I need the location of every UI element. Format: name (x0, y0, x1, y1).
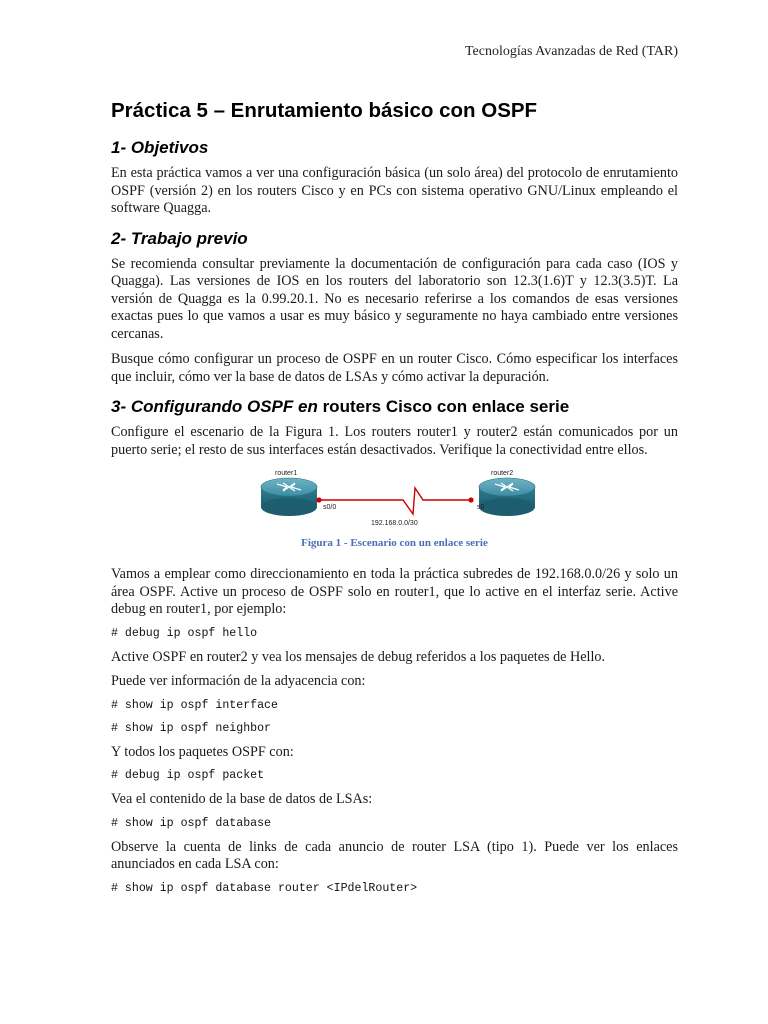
figure-caption: Figura 1 - Escenario con un enlace serie (301, 537, 488, 549)
command-show-neighbor: # show ip ospf neighbor (111, 721, 272, 735)
router2-label: router2 (491, 470, 514, 477)
section-3-paragraph-adjacency: Puede ver información de la adyacencia con: (111, 673, 366, 689)
serial-link (319, 488, 471, 514)
network-label: 192.168.0.0/30 (371, 520, 418, 527)
section-3-heading (111, 397, 678, 417)
command-show-database: # show ip ospf database (111, 816, 272, 830)
section-3-paragraph-addressing: Vamos a emplear como direccionamiento en toda la práctica subredes de 192.168.0.0/26 y solo un área OSPF. Active un proceso de OSPF solo en router1, que lo active en el interfaz serie. Active debug en router1, por ejemplo: (111, 566, 678, 617)
section-2-paragraph-1: Se recomienda consultar previamente la documentación de configuración para cada caso (IOS y Quagga). Las versiones de IOS en los routers del laboratorio son 12.3(1.6)T y 12.3(3.5)T. La versión de Quagga es la 0.99.20.1. No es necesario referirse a los comandos de esas versiones exactas pues lo que vamos a usar es muy básico y seguramente no haya cambiado entre versiones cercanas. (111, 255, 678, 342)
command-debug-hello: # debug ip ospf hello (111, 626, 258, 640)
command-show-interface: # show ip ospf interface (111, 698, 278, 712)
section-3-paragraph-packets: Y todos los paquetes OSPF con: (111, 743, 294, 760)
section-2-heading-text: 2- Trabajo previo (111, 228, 248, 248)
router1-label: router1 (275, 470, 298, 477)
section-1-heading-text: 1- Objetivos (111, 138, 209, 157)
command-debug-packet: # debug ip ospf packet (111, 769, 265, 782)
document-body (111, 138, 678, 904)
section-3-paragraph-router2: Active OSPF en router2 y vea los mensajes de debug referidos a los paquetes de Hello. (111, 648, 606, 665)
router1-icon (261, 478, 317, 516)
section-2-heading (111, 229, 678, 249)
router2-port-label: s0 (477, 504, 485, 511)
page-title: Práctica 5 – Enrutamiento básico con OSPF (111, 99, 538, 122)
router1-port-label: s0/0 (323, 504, 337, 511)
section-3-paragraph-database: Vea el contenido de la base de datos de LSAs: (111, 791, 373, 807)
figure-1 (111, 466, 678, 556)
section-1-heading (111, 138, 678, 158)
router2-icon (479, 478, 535, 516)
running-header: Tecnologías Avanzadas de Red (TAR) (464, 44, 678, 59)
section-3-heading-rest: routers Cisco con enlace serie (317, 397, 570, 416)
section-3-heading-italic: 3- Configurando OSPF en (111, 397, 318, 416)
section-3-intro: Configure el escenario de la Figura 1. Los routers router1 y router2 están comunicados por un puerto serie; el resto de sus interfaces están desactivados. Verifique la conectividad entre ellos. (111, 424, 678, 458)
router2-port-dot (468, 497, 473, 502)
command-show-database-router: # show ip ospf database router <IPdelRouter> (111, 881, 418, 895)
router1-port-dot (316, 497, 321, 502)
section-3-paragraph-links: Observe la cuenta de links de cada anuncio de router LSA (tipo 1). Puede ver los enlaces anunciados en cada LSA con: (111, 838, 678, 872)
section-2-paragraph-2: Busque cómo configurar un proceso de OSPF en un router Cisco. Cómo especificar los interfaces que incluir, cómo ver la base de datos de LSAs y cómo activar la depuración. (111, 351, 678, 385)
section-1-paragraph: En esta práctica vamos a ver una configuración básica (un solo área) del protocolo de enrutamiento OSPF (versión 2) en los routers Cisco y en PCs con sistema operativo GNU/Linux empleando el software Quagga. (111, 165, 678, 216)
